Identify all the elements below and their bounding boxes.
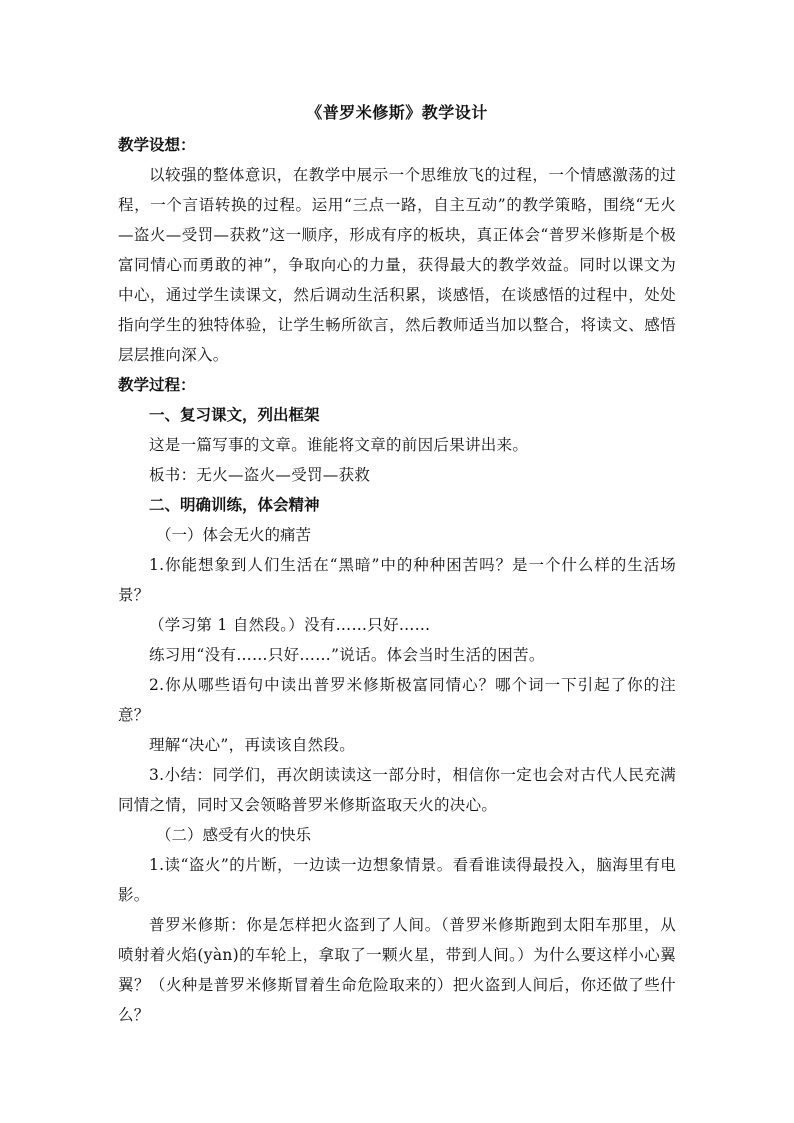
document-page [118, 100, 676, 1030]
section-heading-teaching-process: 教学过程： [118, 375, 196, 394]
reading-2: 普罗米修斯：你是怎样把火盗到了人间。（普罗米修斯跑到太阳车那里，从喷射着火焰(yàn)的车轮上，拿取了一颗火星，带到人间。）为什么要这样小心翼翼？（火种是普罗米修斯冒着生命危险取来的）把火盗到人间后，你还做了些什么？ [118, 916, 676, 1024]
part-heading-training: 二、明确训练，体会精神 [149, 495, 320, 514]
question-2: 2.你从哪些语句中读出普罗米修斯极富同情心？哪个词一下引起了你的注意？ [118, 676, 676, 724]
question-1-note: （学习第 1 自然段。）没有……只好…… [149, 616, 431, 634]
subheading-with-fire: （二）感受有火的快乐 [156, 826, 312, 844]
document-title: 《普罗米修斯》教学设计 [306, 103, 488, 122]
subheading-no-fire: （一）体会无火的痛苦 [156, 526, 312, 544]
teaching-idea-paragraph: 以较强的整体意识，在教学中展示一个思维放飞的过程，一个情感激荡的过程，一个言语转换的过程。运用“三点一路，自主互动”的教学策略，围绕“无火—盗火—受罚—获救”这一顺序，形成有序的板块，真正体会“普罗米修斯是个极富同情心而勇敢的神”，争取向心的力量，获得最大的教学效益。同时以课文为中心，通过学生读课文，然后调动生活积累，谈感悟，在谈感悟的过程中，处处指向学生的独特体验，让学生畅所欲言，然后教师适当加以整合，将读文、感悟层层推向深入。 [118, 166, 676, 364]
reading-1: 1.读“盗火”的片断，一边读一边想象情景。看看谁读得最投入，脑海里有电影。 [118, 856, 676, 904]
blackboard-line: 板书：无火—盗火—受罚—获救 [149, 466, 371, 484]
review-line-1: 这是一篇写事的文章。谁能将文章的前因后果讲出来。 [149, 436, 529, 454]
question-1: 1.你能想象到人们生活在“黑暗”中的种种困苦吗？是一个什么样的生活场景？ [118, 556, 676, 604]
summary-3: 3.小结：同学们，再次朗读读这一部分时，相信你一定也会对古代人民充满同情之情，同时又会领略普罗米修斯盗取天火的决心。 [118, 766, 676, 814]
section-heading-teaching-idea: 教学设想： [118, 135, 196, 154]
question-1-practice: 练习用“没有……只好……”说话。体会当时生活的困苦。 [149, 646, 545, 664]
part-heading-review: 一、复习课文，列出框架 [149, 405, 320, 424]
question-2-note: 理解“决心”，再读该自然段。 [149, 736, 356, 754]
